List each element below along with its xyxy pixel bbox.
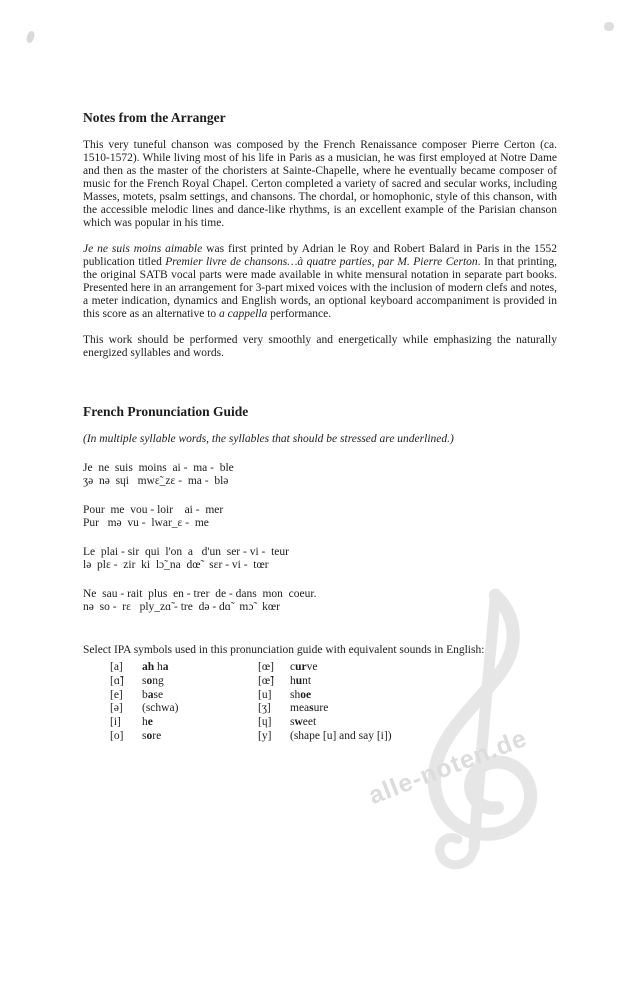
ipa-text-line: lə plɛ - zir ki lɔ̃_na dœ̃ sɛr - vi - tœr (83, 559, 269, 571)
ipa-example-word: (shape [u] and say [i]) (290, 729, 392, 742)
ipa-table-row (110, 716, 258, 730)
french-text-line: Le plai - sir qui l'on a d'un ser - vi - teur (83, 546, 289, 558)
french-text-line: Pour me vou - loir ai - mer (83, 504, 224, 516)
ipa-table-intro: Select IPA symbols used in this pronunciation guide with equivalent sounds in English: (83, 644, 485, 656)
ipa-example-word: sweet (290, 716, 317, 729)
ipa-example-word: shoe (290, 688, 312, 701)
ipa-symbol: [o] (110, 729, 124, 742)
ipa-table-row (258, 730, 557, 744)
ipa-table-row (258, 689, 557, 703)
section-heading-pronunciation-guide: French Pronunciation Guide (83, 404, 249, 419)
ipa-symbol: [ɥ] (258, 716, 272, 729)
ipa-symbol: [y] (258, 729, 272, 742)
ipa-symbol: [ʒ] (258, 702, 271, 715)
ipa-table-row (110, 689, 258, 703)
watermark-text: alle-noten.de (364, 724, 531, 811)
ipa-symbol: [u] (258, 688, 272, 701)
ipa-table-left-column (110, 661, 258, 744)
french-text-line: Je ne suis moins ai - ma - ble (83, 462, 234, 474)
arranger-paragraph-2: Je ne suis moins aimable was first printed by Adrian le Roy and Robert Balard in Paris in the 1552 publication titled Premier livre de chansons…à quatre parties, par M. Pierre Certon. In that printing, the original SATB vocal parts were made available in white mensural notation in separate part books. Presented here in an arrangement for 3-part mixed voices with the inclusion of modern clefs and notes, a meter indication, dynamics and English words, an optional keyboard accompaniment is provided in this score as an alternative to a cappella performance. (83, 243, 558, 320)
ipa-table-row (258, 675, 557, 689)
pronunciation-line-group (83, 546, 557, 572)
scan-artifact (25, 30, 35, 44)
ipa-example-word: ah ha (142, 661, 169, 673)
ipa-text-line: Pur mə vu - lwar_ɛ - me (83, 517, 209, 529)
pronunciation-lines (83, 462, 557, 614)
ipa-table-row (258, 702, 557, 716)
scan-artifact (604, 22, 614, 31)
ipa-table-row (110, 661, 258, 675)
ipa-example-word: sore (142, 729, 162, 742)
ipa-table-row (110, 675, 258, 689)
pronunciation-line-group (83, 588, 557, 614)
french-text-line: Ne sau - rait plus en - trer de - dans mon coeur. (83, 588, 317, 600)
ipa-symbol: [e] (110, 688, 123, 701)
page-content (83, 110, 557, 744)
ipa-example-word: base (142, 688, 164, 701)
ipa-table-row (110, 730, 258, 744)
pronunciation-line-group (83, 504, 557, 530)
ipa-symbol: [œ] (258, 661, 274, 673)
section-heading-arranger-notes: Notes from the Arranger (83, 110, 226, 125)
ipa-example-word: hunt (290, 674, 312, 687)
ipa-example-word: (schwa) (142, 702, 179, 715)
ipa-symbol-table (83, 661, 557, 744)
ipa-example-word: he (142, 716, 153, 729)
arranger-paragraph-3: This work should be performed very smoothly and energetically while emphasizing the naturally energized syllables and words. (83, 334, 557, 359)
ipa-symbol: [ɑ̃] (110, 674, 124, 687)
ipa-symbol: [ə] (110, 702, 123, 715)
ipa-symbol: [i] (110, 716, 121, 729)
arranger-paragraph-1: This very tuneful chanson was composed by the French Renaissance composer Pierre Certon (ca. 1510-1572). While living most of his life in Paris as a musician, he was first employed at Notre Dame and then as the master of the choristers at Sainte-Chapelle, where he eventually became composer of music for the French Royal Chapel. Certon completed a variety of sacred and secular works, including Masses, motets, psalm settings, and chansons. The chordal, or homophonic, style of this chanson, with the accessible melodic lines and dance-like rhythms, is an excellent example of the Parisian chanson which was popular in his time. (83, 139, 557, 229)
ipa-symbol: [œ̃] (258, 674, 274, 687)
ipa-example-word: curve (290, 661, 318, 673)
ipa-table-row (110, 702, 258, 716)
ipa-example-word: song (142, 674, 164, 687)
ipa-table-right-column (258, 661, 557, 744)
stress-note: (In multiple syllable words, the syllables that should be stressed are underlined.) (83, 433, 454, 445)
pronunciation-line-group (83, 462, 557, 488)
ipa-symbol: [a] (110, 661, 123, 673)
ipa-text-line: nə so - rɛ ply_zɑ̃ - tre də - dɑ̃ mɔ̃ kœr (83, 601, 280, 613)
ipa-table-row (258, 661, 557, 675)
ipa-table-row (258, 716, 557, 730)
ipa-text-line: ʒə nə sɥi mwɛ̃_zɛ - ma - blə (83, 475, 229, 487)
ipa-example-word: measure (290, 702, 329, 715)
